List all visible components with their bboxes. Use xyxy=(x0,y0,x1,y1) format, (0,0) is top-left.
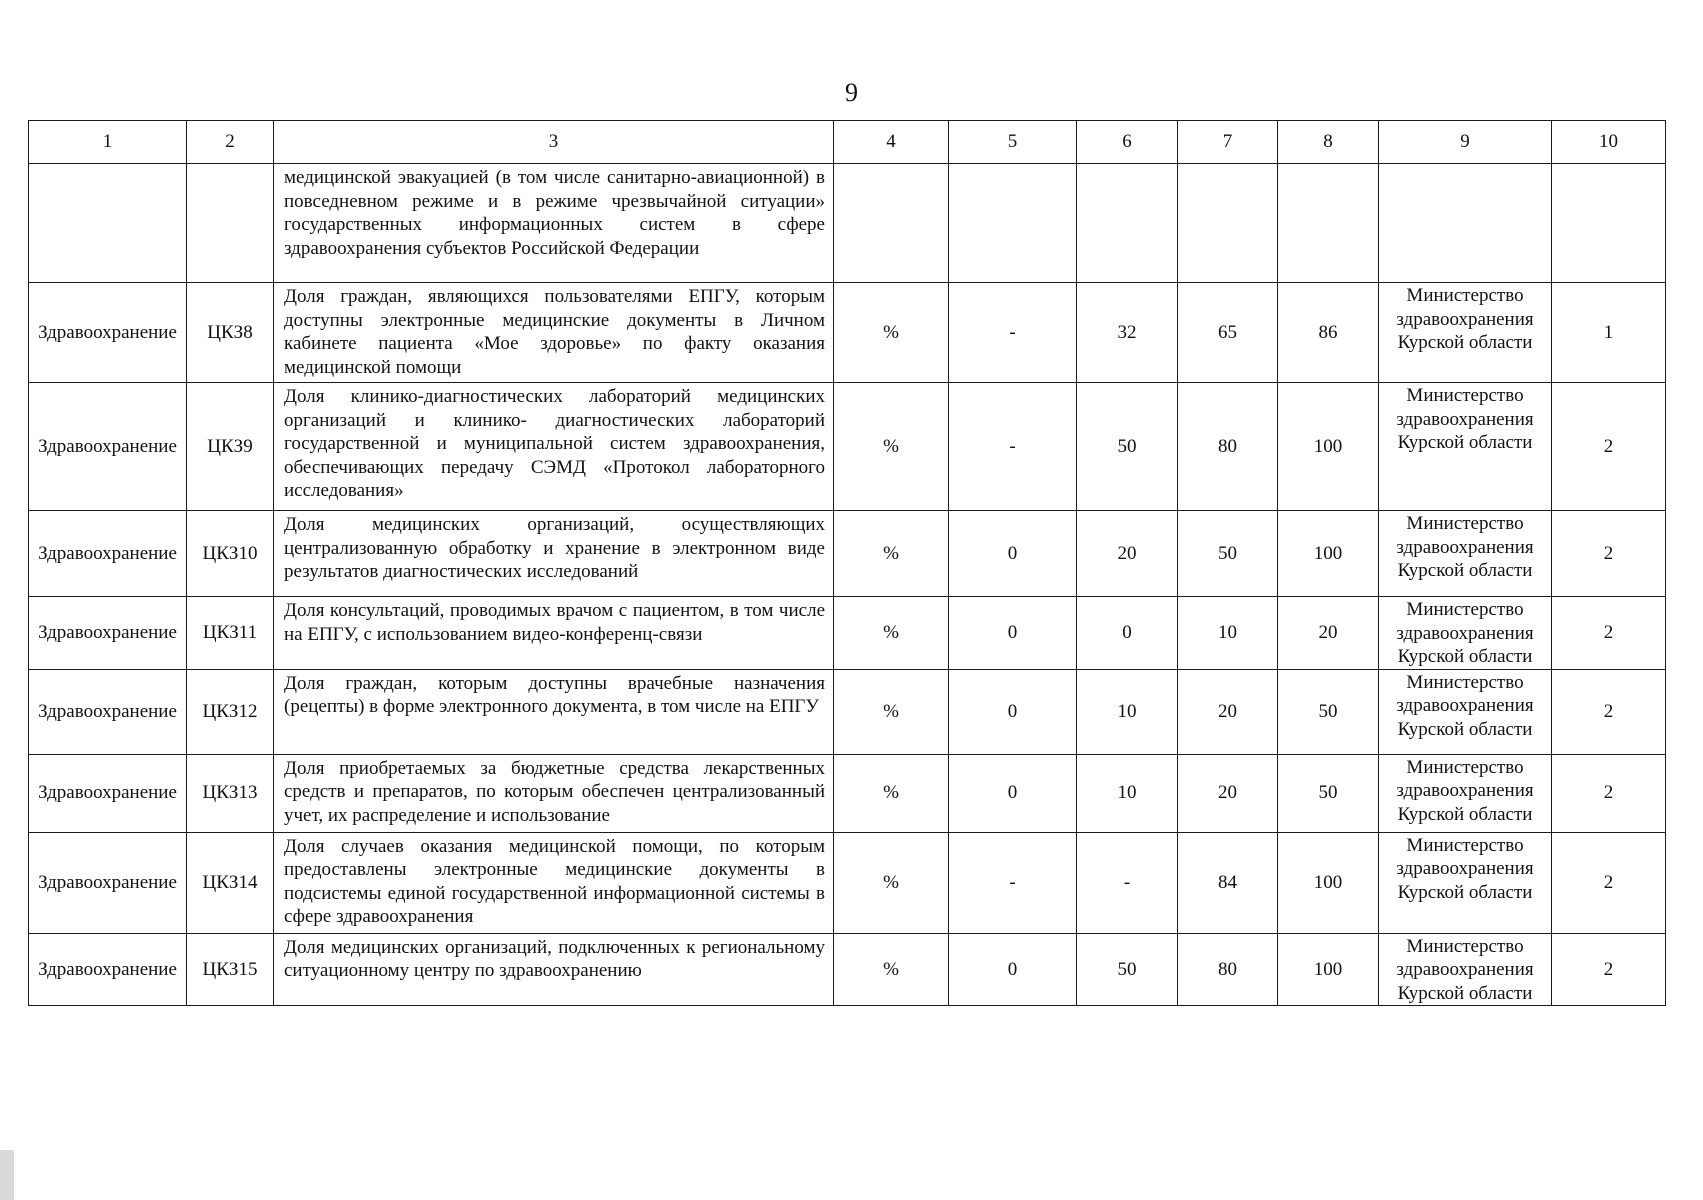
value-cell: 2 xyxy=(1552,669,1666,754)
column-number: 7 xyxy=(1178,121,1278,164)
responsible-cell xyxy=(1379,933,1552,1006)
unit-cell: % xyxy=(834,597,949,670)
value-cell: 65 xyxy=(1178,283,1278,383)
value-cell: - xyxy=(1077,832,1178,933)
responsible-line: Министерство xyxy=(1406,756,1524,778)
responsible-line: Министерство xyxy=(1406,834,1524,856)
value-cell: 0 xyxy=(949,933,1077,1006)
value-cell: 0 xyxy=(949,597,1077,670)
sphere-cell: Здравоохранение xyxy=(29,383,187,511)
value-cell: 100 xyxy=(1278,383,1379,511)
sphere-cell: Здравоохранение xyxy=(29,597,187,670)
value-cell: 2 xyxy=(1552,933,1666,1006)
description-cell: Доля приобретаемых за бюджетные средства лекарственных средств и препаратов, по которым обеспечен централизованный учет, их распределение и использование xyxy=(274,754,834,832)
description-cell: Доля медицинских организаций, осуществляющих централизованную обработку и хранение в электронном виде результатов диагностических исследований xyxy=(274,511,834,597)
responsible-line: Курской области xyxy=(1397,560,1533,581)
value-cell: 32 xyxy=(1077,283,1178,383)
responsible-cell xyxy=(1379,511,1552,597)
value-cell: 20 xyxy=(1077,511,1178,597)
column-number: 1 xyxy=(29,121,187,164)
value-cell xyxy=(1278,164,1379,283)
unit-cell: % xyxy=(834,669,949,754)
unit-cell: % xyxy=(834,754,949,832)
value-cell: 100 xyxy=(1278,832,1379,933)
table-row xyxy=(29,933,1666,1006)
code-cell: ЦКЗ8 xyxy=(187,283,274,383)
column-number: 8 xyxy=(1278,121,1379,164)
code-cell xyxy=(187,164,274,283)
value-cell: 0 xyxy=(949,669,1077,754)
responsible-line: Курской области xyxy=(1397,718,1533,740)
value-cell xyxy=(949,164,1077,283)
description-cell: Доля случаев оказания медицинской помощи, по которым предоставлены электронные медицинские документы в подсистемы единой государственной информационной системы в сфере здравоохранения xyxy=(274,832,834,933)
responsible-line: здравоохранения xyxy=(1396,780,1534,801)
description-cell: Доля клинико-диагностических лабораторий медицинских организаций и клинико- диагностических лабораторий государственной и муниципальной систем здравоохранения, обеспечивающих передачу СЭМД «Протокол лабораторного исследования» xyxy=(274,383,834,511)
unit-cell: % xyxy=(834,511,949,597)
value-cell: 20 xyxy=(1178,754,1278,832)
value-cell: 2 xyxy=(1552,832,1666,933)
table-row xyxy=(29,754,1666,832)
table-row xyxy=(29,283,1666,383)
value-cell: 50 xyxy=(1077,933,1178,1006)
responsible-line: Курской области xyxy=(1397,881,1533,903)
value-cell: 86 xyxy=(1278,283,1379,383)
responsible-line: Министерство xyxy=(1406,385,1524,406)
scan-edge xyxy=(0,1150,14,1200)
value-cell: 50 xyxy=(1077,383,1178,511)
code-cell: ЦКЗ11 xyxy=(187,597,274,670)
value-cell: 50 xyxy=(1278,754,1379,832)
column-number: 5 xyxy=(949,121,1077,164)
value-cell: 50 xyxy=(1178,511,1278,597)
description-cell: Доля медицинских организаций, подключенных к региональному ситуационному центру по здравоохранению xyxy=(274,933,834,1006)
responsible-cell xyxy=(1379,597,1552,670)
code-cell: ЦКЗ13 xyxy=(187,754,274,832)
responsible-line: Министерство xyxy=(1406,285,1524,306)
responsible-line: здравоохранения xyxy=(1396,536,1534,558)
sphere-cell: Здравоохранение xyxy=(29,283,187,383)
continuation-text: медицинской эвакуацией (в том числе санитарно-авиационной) в повседневном режиме и в режиме чрезвычайной ситуации» государственных информационных систем в сфере здравоохранения субъектов Российской Федерации xyxy=(274,164,834,283)
code-cell: ЦКЗ12 xyxy=(187,669,274,754)
table-row xyxy=(29,511,1666,597)
column-number: 6 xyxy=(1077,121,1178,164)
responsible-cell xyxy=(1379,283,1552,383)
responsible-line: здравоохранения xyxy=(1396,858,1534,879)
table-row xyxy=(29,669,1666,754)
value-cell: 10 xyxy=(1077,754,1178,832)
sphere-cell: Здравоохранение xyxy=(29,933,187,1006)
responsible-line: здравоохранения xyxy=(1396,622,1534,644)
value-cell: - xyxy=(949,383,1077,511)
value-cell: 2 xyxy=(1552,597,1666,670)
value-cell xyxy=(1552,164,1666,283)
column-number: 2 xyxy=(187,121,274,164)
value-cell: 80 xyxy=(1178,383,1278,511)
value-cell: 2 xyxy=(1552,383,1666,511)
responsible-line: здравоохранения xyxy=(1396,959,1534,980)
responsible-cell xyxy=(1379,383,1552,511)
table-row xyxy=(29,832,1666,933)
responsible-cell xyxy=(1379,754,1552,832)
value-cell: 2 xyxy=(1552,511,1666,597)
responsible-cell xyxy=(1379,832,1552,933)
table-row xyxy=(29,383,1666,511)
responsible-line: здравоохранения xyxy=(1396,308,1534,330)
value-cell: 50 xyxy=(1278,669,1379,754)
value-cell: 10 xyxy=(1178,597,1278,670)
value-cell: 20 xyxy=(1278,597,1379,670)
value-cell: 84 xyxy=(1178,832,1278,933)
code-cell: ЦКЗ9 xyxy=(187,383,274,511)
responsible-line: Курской области xyxy=(1397,432,1533,453)
sphere-cell: Здравоохранение xyxy=(29,754,187,832)
unit-cell: % xyxy=(834,832,949,933)
value-cell: 10 xyxy=(1077,669,1178,754)
value-cell: 0 xyxy=(1077,597,1178,670)
value-cell: 2 xyxy=(1552,754,1666,832)
value-cell: 100 xyxy=(1278,511,1379,597)
column-number: 3 xyxy=(274,121,834,164)
responsible-line: Министерство xyxy=(1406,599,1524,620)
unit-cell xyxy=(834,164,949,283)
unit-cell: % xyxy=(834,383,949,511)
value-cell: 80 xyxy=(1178,933,1278,1006)
responsible-line: Курской области xyxy=(1397,803,1533,825)
responsible-line: Министерство xyxy=(1406,935,1524,957)
column-number: 4 xyxy=(834,121,949,164)
continuation-row xyxy=(29,164,1666,283)
unit-cell: % xyxy=(834,933,949,1006)
description-cell: Доля консультаций, проводимых врачом с пациентом, в том числе на ЕПГУ, с использованием видео-конференц-связи xyxy=(274,597,834,670)
value-cell xyxy=(1077,164,1178,283)
description-cell: Доля граждан, являющихся пользователями ЕПГУ, которым доступны электронные медицинские документы в Личном кабинете пациента «Мое здоровье» по факту оказания медицинской помощи xyxy=(274,283,834,383)
responsible-line: здравоохранения xyxy=(1396,408,1534,430)
responsible-line: Курской области xyxy=(1397,332,1533,353)
responsible-line: Курской области xyxy=(1397,982,1533,1004)
value-cell: 0 xyxy=(949,754,1077,832)
responsible-line: Министерство xyxy=(1406,671,1524,693)
column-number-row xyxy=(29,121,1666,164)
responsible-line: Курской области xyxy=(1397,646,1533,667)
unit-cell: % xyxy=(834,283,949,383)
value-cell: 0 xyxy=(949,511,1077,597)
table-row xyxy=(29,597,1666,670)
page-number: 9 xyxy=(845,78,858,107)
value-cell: 100 xyxy=(1278,933,1379,1006)
value-cell: 20 xyxy=(1178,669,1278,754)
column-number: 9 xyxy=(1379,121,1552,164)
code-cell: ЦКЗ15 xyxy=(187,933,274,1006)
sphere-cell xyxy=(29,164,187,283)
column-number: 10 xyxy=(1552,121,1666,164)
code-cell: ЦКЗ14 xyxy=(187,832,274,933)
description-cell: Доля граждан, которым доступны врачебные назначения (рецепты) в форме электронного документа, в том числе на ЕПГУ xyxy=(274,669,834,754)
value-cell xyxy=(1178,164,1278,283)
sphere-cell: Здравоохранение xyxy=(29,669,187,754)
value-cell: - xyxy=(949,832,1077,933)
sphere-cell: Здравоохранение xyxy=(29,832,187,933)
value-cell: 1 xyxy=(1552,283,1666,383)
responsible-line: здравоохранения xyxy=(1396,695,1534,716)
responsible-line: Министерство xyxy=(1406,513,1524,534)
code-cell: ЦКЗ10 xyxy=(187,511,274,597)
sphere-cell: Здравоохранение xyxy=(29,511,187,597)
value-cell: - xyxy=(949,283,1077,383)
responsible-cell xyxy=(1379,669,1552,754)
responsible-cell xyxy=(1379,164,1552,283)
indicators-table xyxy=(28,120,1666,1006)
